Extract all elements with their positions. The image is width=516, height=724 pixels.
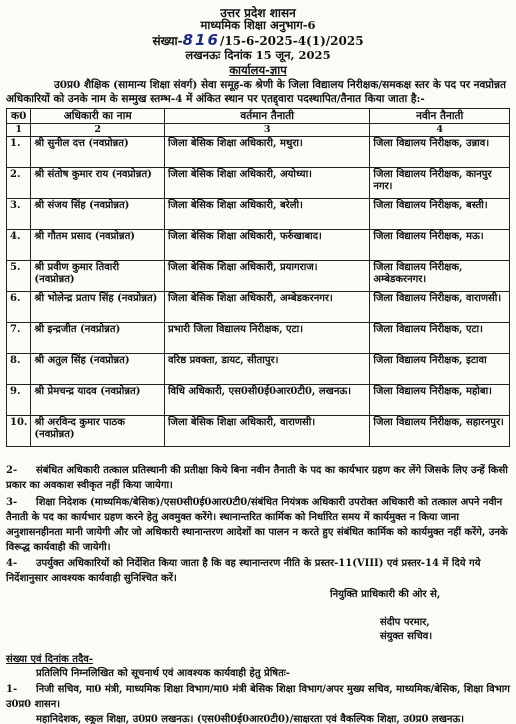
- header-officer-name: अधिकारी का नाम: [31, 109, 165, 124]
- paragraph-3: [6, 495, 514, 555]
- row-sn: 8.: [7, 354, 31, 385]
- row-new-posting: जिला विद्यालय निरीक्षक, मऊ।: [370, 230, 510, 261]
- row-current-posting: जिला बेसिक शिक्षा अधिकारी, मथुरा।: [164, 137, 369, 168]
- header-current-posting: वर्तमान तैनाती: [164, 109, 369, 124]
- table-row: [7, 385, 510, 416]
- row-sn: 10.: [7, 416, 31, 447]
- footer-heading-text: संख्या एवं दिनांक तदैव-: [6, 654, 93, 665]
- paragraph-text: उपर्युक्त अधिकारियों को निर्देशित किया जाता है कि वह स्थानान्तरण नीति के प्रस्तर-11(VIII) एवं प्रस्तर-14 में दिये गये निर्देशानुसार आवश्यक कार्यवाही सुनिश्चित करें।: [6, 558, 481, 584]
- paragraph-number: 3-: [6, 497, 18, 508]
- row-current-posting: जिला बेसिक शिक्षा अधिकारी, बरेली।: [164, 199, 369, 230]
- row-officer-name: श्री भोलेन्द्र प्रताप सिंह (नवप्रोन्नत): [31, 292, 165, 323]
- paragraph-number: 4-: [6, 558, 18, 569]
- row-sn: 1.: [7, 137, 31, 168]
- copy-item-3-text: (एस0सी0ई0आर0टी0)/साक्षरता एवं वैकल्पिक शिक्षा, उ0प्र0 लखनऊ।: [196, 714, 465, 724]
- copy-item-2-3: [6, 712, 514, 724]
- row-sn: 7.: [7, 323, 31, 354]
- paragraph-number: 2-: [6, 465, 18, 476]
- paragraph-2: [6, 463, 514, 493]
- table-row: [7, 168, 510, 199]
- row-new-posting: जिला विद्यालय निरीक्षक, कानपुर नगर।: [370, 168, 510, 199]
- row-officer-name: श्री अतुल सिंह (नवप्रोन्नत): [31, 354, 165, 385]
- signatory-title: संयुक्त सचिव।: [380, 631, 433, 642]
- order-number-prefix: संख्या-: [152, 34, 183, 48]
- row-sn: 4.: [7, 230, 31, 261]
- order-number: [0, 31, 516, 49]
- row-officer-name: श्री सुनील दत्त (नवप्रोन्नत): [31, 137, 165, 168]
- table-number-row: [7, 124, 510, 137]
- order-number-handwritten: 816: [182, 31, 220, 49]
- table-row: [7, 261, 510, 292]
- row-current-posting: वरिष्ठ प्रवक्ता, डायट, सीतापुर।: [164, 354, 369, 385]
- copy-item-number: 1-: [6, 684, 18, 695]
- column-number: 1: [7, 124, 31, 137]
- department-header: माध्यमिक शिक्षा अनुभाग-6: [200, 18, 316, 32]
- table-row: [7, 292, 510, 323]
- table-row: [7, 416, 510, 447]
- row-new-posting: जिला विद्यालय निरीक्षक, इटावा: [370, 354, 510, 385]
- row-new-posting: जिला विद्यालय निरीक्षक, अम्बेडकरनगर।: [370, 261, 510, 292]
- table-row: [7, 137, 510, 168]
- row-officer-name: श्री इन्द्रजीत (नवप्रोन्नत): [31, 323, 165, 354]
- row-current-posting: जिला बेसिक शिक्षा अधिकारी, फर्रुखाबाद।: [164, 230, 369, 261]
- copy-item-text: निजी सचिव, मा0 मंत्री, माध्यमिक शिक्षा विभाग/मा0 मंत्री बेसिक शिक्षा विभाग/अपर मुख्य सचिव, माध्यमिक/बेसिक, शिक्षा विभाग उ0प्र0 शासन।: [6, 684, 510, 710]
- row-new-posting: जिला विद्यालय निरीक्षक, महोबा।: [370, 385, 510, 416]
- row-sn: 5.: [7, 261, 31, 292]
- row-new-posting: जिला विद्यालय निरीक्षक, बस्ती।: [370, 199, 510, 230]
- row-officer-name: श्री प्रवीण कुमार तिवारी (नवप्रोन्नत): [31, 261, 165, 292]
- header-new-posting: नवीन तैनाती: [370, 109, 510, 124]
- row-officer-name: श्री संतोष कुमार राय (नवप्रोन्नत): [31, 168, 165, 199]
- row-officer-name: श्री प्रेमचन्द्र यादव (नवप्रोन्नत): [31, 385, 165, 416]
- row-officer-name: श्री संजय सिंह (नवप्रोन्नत): [31, 199, 165, 230]
- row-sn: 6.: [7, 292, 31, 323]
- table-row: [7, 323, 510, 354]
- row-current-posting: प्रभारी जिला विद्यालय निरीक्षक, एटा।: [164, 323, 369, 354]
- row-new-posting: जिला विद्यालय निरीक्षक, उन्नाव।: [370, 137, 510, 168]
- row-current-posting: जिला बेसिक शिक्षा अधिकारी, अयोध्या।: [164, 168, 369, 199]
- row-officer-name: श्री अरविन्द कुमार पाठक (नवप्रोन्नत): [31, 416, 165, 447]
- row-new-posting: जिला विद्यालय निरीक्षक, एटा।: [370, 323, 510, 354]
- column-number: 4: [370, 124, 510, 137]
- govt-header: उत्तर प्रदेश शासन: [220, 6, 296, 20]
- paragraph-4: [6, 556, 514, 586]
- copy-to-line: प्रतिलिपि निम्नलिखित को सूचनार्थ एवं आवश्यक कार्यवाही हेतु प्रेषितः-: [36, 668, 290, 679]
- row-current-posting: विधि अधिकारी, एस0सी0ई0आर0टी0, लखनऊ।: [164, 385, 369, 416]
- row-new-posting: जिला विद्यालय निरीक्षक, वाराणसी।: [370, 292, 510, 323]
- intro-paragraph: उ0प्र0 शैक्षिक (सामान्य शिक्षा संवर्ग) सेवा समूह-क श्रेणी के जिला विद्यालय निरीक्षक/समकक्ष स्तर के पद पर नवप्रोन्नत अधिकारियों को उनके नाम के सम्मुख स्तम्भ-4 में अंकित स्थान पर एतद्द्वारा पदस्थापित/तैनात किया जाता है:-: [6, 79, 506, 105]
- row-current-posting: जिला बेसिक शिक्षा अधिकारी, अम्बेडकरनगर।: [164, 292, 369, 323]
- header-sn: क0: [7, 109, 31, 124]
- row-current-posting: जिला बेसिक शिक्षा अधिकारी, वाराणसी।: [164, 416, 369, 447]
- table-row: [7, 230, 510, 261]
- paragraph-text: शिक्षा निदेशक (माध्यमिक/बेसिक)/एस0सी0ई0आर0टी0/संबंधित नियंत्रक अधिकारी उपरोक्त अधिकारी को तत्काल अपने नवीन तैनाती के पद का कार्यभार ग्रहण करने हेतु अवमुक्त करेंगे। स्थानान्तरित कार्मिक को निर्धारित समय में कार्यमुक्त न किया जाना अनुशासनहीनता मानी जायेगी और जो अधिकारी स्थानान्तरण आदेशों का पालन न करते हुए संबंधित कार्मिक को कार्यमुक्त नहीं करेंगे, उनके विरूद्ध कार्यवाही की जायेगी।: [6, 497, 508, 553]
- row-new-posting: जिला विद्यालय निरीक्षक, सहारनपुर।: [370, 416, 510, 447]
- office-memo-title: कार्यालय-ज्ञाप: [229, 63, 287, 77]
- posting-table: [6, 108, 510, 447]
- copy-item-1: [6, 682, 514, 712]
- row-sn: 2.: [7, 168, 31, 199]
- order-date: लखनऊः दिनांक 15 जून, 2025: [185, 48, 331, 62]
- order-number-suffix: /15-6-2025-4(1)/2025: [219, 34, 364, 48]
- authority-line: नियुक्ति प्राधिकारी की ओर से,: [330, 589, 441, 600]
- paragraph-text: संबंधित अधिकारी तत्काल प्रतिस्थानी की प्रतीक्षा किये बिना नवीन तैनाती के पद का कार्यभार ग्रहण कर लेंगे जिसके लिए उन्हें किसी प्रकार का अवकाश स्वीकृत नहीं किया जायेगा।: [6, 465, 508, 491]
- signatory-name: संदीप परमार,: [380, 617, 430, 628]
- footer-heading: [6, 652, 514, 667]
- table-row: [7, 354, 510, 385]
- table-header-row: [7, 109, 510, 124]
- row-sn: 9.: [7, 385, 31, 416]
- table-row: [7, 199, 510, 230]
- copy-item-2-text: महानिदेशक, स्कूल शिक्षा, उ0प्र0 लखनऊ।: [36, 714, 194, 724]
- column-number: 3: [164, 124, 369, 137]
- column-number: 2: [31, 124, 165, 137]
- row-current-posting: जिला बेसिक शिक्षा अधिकारी, प्रयागराज।: [164, 261, 369, 292]
- row-officer-name: श्री गौतम प्रसाद (नवप्रोन्नत): [31, 230, 165, 261]
- row-sn: 3.: [7, 199, 31, 230]
